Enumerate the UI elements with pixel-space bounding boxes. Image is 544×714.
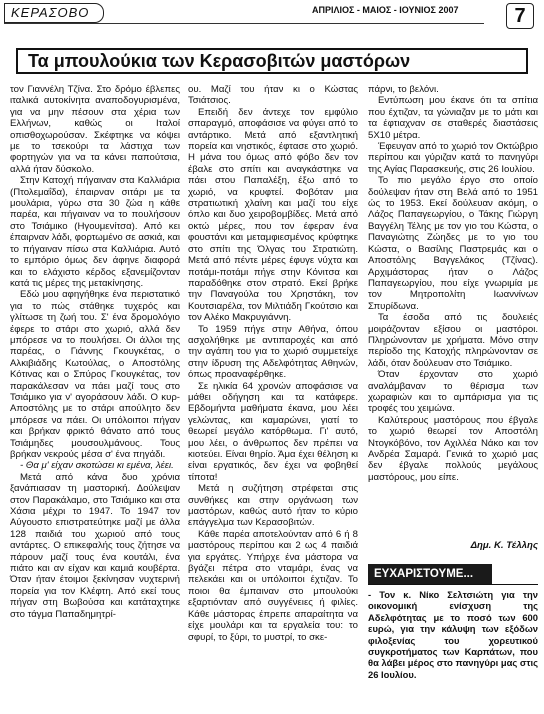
thanks-box <box>368 564 538 680</box>
paragraph <box>188 381 358 484</box>
paragraph <box>10 460 180 471</box>
paragraph <box>188 529 358 643</box>
paragraph <box>188 107 358 324</box>
paragraph-text: Στην Κατοχή πήγαιναν στα Καλλιάρια (Πτολεμαΐδα), έπαιρναν σιτάρι με τα μουλάρια, γύρω στα 30 ζώα η κάθε παρέα, και πήγαιναν να το πουλήσουν στο Τσιάμικο (Ηγουμενίτσα). Από κει έπαιρναν λάδι, φορτωμένο σε ασκιά, και το πήγαιναν πίσω στα Καλλιάρια. Αυτό το εμπόριο όμως δεν άφηνε διαφορά και το ελάχιστο κέρδος εξανεμίζονταν κατά τις μέρες της μετακίνησης. <box>10 175 180 289</box>
paragraph-text: Κάθε παρέα αποτελούνταν από 6 ή 8 μαστόρους περίπου και 2 ως 4 παιδιά για εργάτες. Υπήρχε ένα μάστορα να βγάζει πέτρα στο νταμάρι, ένας να πελεκάει και οι υπόλοιποι έχτιζαν. Το ποιοι θα έμπαιναν στο μπουλούκι εξαρτιόνταν από συγγένειες ή φιλίες. Κάθε μάστορας έπρεπε απαραίτητα να είχε μουλάρι και τα εργαλεία του: το σφυρί, το ξύρι, το μυστρί, το σκε- <box>188 528 358 643</box>
paragraph <box>368 84 538 95</box>
article-signature: Δημ. Κ. Τέλλης <box>470 540 538 551</box>
paragraph <box>10 289 180 460</box>
paragraph-text: ου. Μαζί του ήταν κι ο Κώστας Τσιάτσιος. <box>188 84 358 107</box>
paragraph-text: Όταν έρχονταν στο χωριό αναλάμβαναν το θέρισμα των χωραφιών και το αμπάρισμα για τις τροφές του χειμώνα. <box>368 369 538 415</box>
paragraph-text: Έφευγαν από το χωριό τον Οκτώβριο περίπου και γύριζαν κατά το πανηγύρι της Αγίας Παρασκευής, στις 26 Ιουλίου. <box>368 141 538 175</box>
paragraph <box>10 175 180 289</box>
paragraph <box>188 324 358 381</box>
paragraph-text: Καλύτερους μαστόρους που έβγαλε το χωριό θεωρεί τον Αποστόλη Ντογκόβόνο, τον Αχιλλέα Νάκο και τον Ανδρέα Σαμαρά. Γενικά το χωριό μας δεν έβγαλε πολλούς μεγάλους μαστόρους, μου είπε. <box>368 414 538 483</box>
paragraph <box>10 84 180 175</box>
header-rule <box>4 23 484 24</box>
signature-block <box>368 540 538 556</box>
paragraph <box>10 472 180 620</box>
paragraph-text: τον Γιαννέλη Τζίνα. Στο δρόμο έβλεπες ιταλικά αυτοκίνητα αναποδογυρισμένα, για να μην πέσουν στα χέρια των Ελλήνων, καθώς οι Ιταλοί οπισθοχωρούσαν. Σκέφτηκε να κόψει με το τσεκούρι τα λάστιχα των φορτηγών για να τα κάνει παπούτσια, αλλά ήταν δύσκολο. <box>10 84 180 175</box>
paragraph <box>368 95 538 141</box>
paragraph-text: Το πιο μεγάλο έργο στο οποίο δούλεψαν ήταν στη Βελά από το 1951 ώς το 1953. Εκεί δούλευαν ακόμη, ο Λάζος Παπαγεωργίου, ο Τάκης Γιώργη Βαγγέλη Τέλης με τον γιο του Κώστα, ο Παναγιώτης Ζώηδες με το γιο του Κώστα, ο Βασίλης Παστρεμάς και ο Αποστόλης Βαγγελάκος (Τζίνας). Αρχιμάστορας ήταν ο Λάζος Παπαγεωργίου, που είχε γνωριμία με τον Μητροπολίτη Ιωαννίνων Σπυρίδωνα. <box>368 175 538 312</box>
paragraph <box>368 141 538 175</box>
paragraph-text: Τα έσοδα από τις δουλειές μοιράζονταν εξίσου οι μαστόροι. Πληρώνονταν με χρήματα. Μόνο στην περίοδο της Κατοχής πληρώνονταν σε λάδι, όταν δούλευαν στο Τσιάμικο. <box>368 312 538 369</box>
paragraph-text: Σε ηλικία 64 χρονών αποφάσισε να μάθει οδήγηση και τα κατάφερε. Εβδομήντα μαθήματα έκανα, μου λέει γελώντας, και καμαρώνει, γιατί το θεωρεί μεγάλο κατόρθωμα. Γι' αυτό, μου λέει, ο άνθρωπος δεν πρέπει να κιοτεύει. Είναι θηρίο. Άμα έχει θέληση κι είναι εργατικός, δεν έχει να φοβηθεί τίποτα! <box>188 380 358 483</box>
thanks-text: - Τον κ. Νίκο Σελτσιώτη για την οικονομική ενίσχυση της Αδελφότητας με το ποσό των 600 ευρώ, για την κάλυψη των εξόδων φιλοξενίας του χορευτικού συγκροτήματος των Καρπάτων, που θα λάβει μέρος στο πανηγύρι μας στις 26 Ιουλίου. <box>368 584 538 666</box>
paragraph-text: Εδώ μου αφηγήθηκε ένα περιστατικό για το πώς στάθηκε τυχερός και γλίτωσε τη ζωή του. Σ' ένα δρομολόγιο έφερε το στάρι στο χωριό, αλλά δεν μπόρεσε να το πουλήσει. Οι άλλοι της παρέας, ο Γιάννης Γκουγκέτας, ο Αλκιβιάδης Κωτούλας, ο Αποστόλης Κότινας και ο Σπύρος Γκουγκέτας, τον παρακάλεσαν να πάει μαζί τους στο Τσιάμικο για ν' αγοράσουν λάδι. Ο κυρ-Αποστόλης με το στάρι απούλητο δεν μπόρεσε να πάει. Οι υπόλοιποι πήγαν και βρήκαν φρικτό θάνατο από τους Τσιάμηδες μουσουλμάνους. Τους βρήκαν νεκρούς μέσα σ' ένα πηγάδι. <box>10 289 180 460</box>
issue-date: ΑΠΡΙΛΙΟΣ - ΜΑΙΟΣ - ΙΟΥΝΙΟΣ 2007 <box>312 5 459 15</box>
paragraph-text: Το 1959 πήγε στην Αθήνα, όπου ασχολήθηκε με αντιπαροχές και από την αγάπη του για το χωριό συμμετείχε στην ίδρυση της Αδελφότητας Αθηνών, όπως προαναφέρθηκε. <box>188 323 358 381</box>
thanks-heading: ΕΥΧΑΡΙΣΤΟΥΜΕ... <box>368 564 492 584</box>
paragraph-text: Μετά από κάνα δυο χρόνια ξανάπιασαν τη μαστορική. Δούλεψαν στον Παρακάλαμο, στο Τσιάμικο και στα Χάσια μέχρι το 1947. Το 1947 τον Αύγουστο επιστρατεύτηκε μαζί με άλλα 128 παιδιά του χωριού από τους αντάρτες. Ο επικεφαλής τους ζήτησε να πάρουν μαζί τους ένα κουτάλι, ένα πιάτο και αν είχαν και καμιά κουβέρτα. Όταν ήταν έτοιμοι ξεκίνησαν νυχτερινή πορεία για τον Κλέφτη. Από εκεί τους πήγαν στη Βωβούσα και κατάταχτηκε στο τάγμα Παπαδημητρί- <box>10 471 180 620</box>
masthead: ΚΕΡΑΣΟΒΟ <box>4 3 104 23</box>
article-column-1 <box>10 84 180 708</box>
paragraph-text: πάρνι, το βελόνι. <box>368 84 439 95</box>
page-header <box>4 3 540 27</box>
article-column-2 <box>188 84 358 708</box>
paragraph <box>188 84 358 107</box>
paragraph-text: Επειδή δεν άντεχε τον εμφύλιο σπαραγμό, αποφάσισε να φύγει από το αντάρτικο. Μετά από εξαντλητική πορεία και νηστικός, έφτασε στο χωριό. Η μάνα του όμως από φόβο δεν τον έβαλε στο σπίτι και αναγκάστηκε να πάει στου Παπαλέξη, έξω από το χωριό, να κρυφτεί. Φοβόταν μια στρατιωτική χλαίνη και μαζί του είχε όπλο και δυο χειροβομβίδες. Μετά από οκτώ μέρες, που τον έφεραν ένα φουστάνι και μεταμφιεσμένος κρύφτηκε στο σπίτι της Όλγας του Στρατιώτη. Μετά από πέντε μέρες έφυγε νύχτα και ποτάμι-ποτάμι πήγε στην Κόνιτσα και παραδόθηκε στον στρατό. Εκεί βρήκε την Παναγούλα του Χρηστάκη, τον Κουτσιαρέλα, τον Μιλτιάδη Γκούτσιο και τον Αλέκο Μακρυγιάννη. <box>188 106 358 324</box>
paragraph <box>368 175 538 312</box>
paragraph <box>368 312 538 369</box>
article-column-3 <box>368 84 538 483</box>
paragraph <box>368 369 538 415</box>
page-number: 7 <box>506 3 534 29</box>
quote-text: - Θα μ' είχαν σκοτώσει κι εμένα, λέει. <box>20 460 174 472</box>
paragraph <box>368 415 538 483</box>
paragraph-text: Μετά η συζήτηση στρέφεται στις συνθήκες και στην οργάνωση των μαστόρων, καθώς αυτό ήταν το κύριο επάγγελμα των Κερασοβιτών. <box>188 483 358 529</box>
article-title: Τα μπουλούκια των Κερασοβιτών μαστόρων <box>16 48 528 74</box>
paragraph <box>188 483 358 529</box>
paragraph-text: Εντύπωση μου έκανε ότι τα σπίτια που έχτιζαν, τα γώνιαζαν με το μάτι και τα έφτιαχναν σε σταθερές διαστάσεις 5Χ10 μέτρα. <box>368 95 538 141</box>
